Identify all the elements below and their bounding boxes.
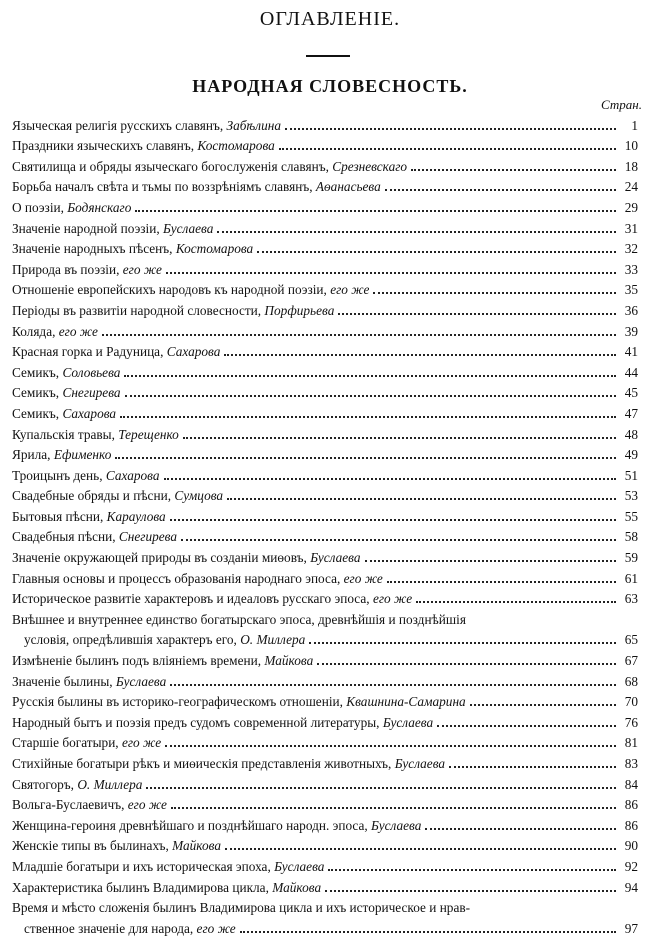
entry-page-number: 44: [624, 364, 638, 380]
leader-dots: [411, 169, 616, 171]
entry-author: его же: [330, 282, 370, 298]
entry-author: Буслаева: [371, 817, 422, 833]
toc-entry: [12, 134, 638, 155]
entry-title: Красная горка и Радуница, Сахарова: [12, 344, 221, 360]
entry-title: Значеніе окружающей природы въ созданіи миѳовъ, Буслаева: [12, 550, 361, 566]
entry-title: Купальскія травы, Терещенко: [12, 426, 179, 442]
entry-page-number: 33: [624, 261, 638, 277]
entry-page-number: 51: [624, 467, 638, 483]
entry-page-number: 1: [631, 117, 638, 133]
toc-entry: [12, 854, 638, 875]
leader-dots: [470, 704, 616, 706]
entry-page-number: 94: [624, 879, 638, 895]
leader-dots: [124, 375, 616, 377]
entry-title: Троицынъ день, Сахарова: [12, 467, 160, 483]
toc-entry: [12, 875, 638, 896]
entry-author: Порфирьева: [264, 302, 335, 318]
leader-dots: [165, 745, 616, 747]
toc-entry: [12, 813, 638, 834]
entry-title: Младшіе богатыри и ихъ историческая эпоха, Буслаева: [12, 858, 325, 874]
entry-title: Историческое развитіе характеровъ и идеаловъ русскаго эпоса, его же: [12, 591, 413, 607]
entry-author: Буслаева: [274, 858, 325, 874]
leader-dots: [225, 848, 616, 850]
entry-author: Забѣлина: [226, 117, 281, 133]
toc-entry: [12, 484, 638, 505]
leader-dots: [437, 725, 616, 727]
toc-entry: [12, 545, 638, 566]
entry-author: его же: [127, 797, 167, 813]
entry-title: Старшіе богатыри, его же: [12, 735, 162, 751]
entry-title-continuation: ственное значеніе для народа, его же: [24, 920, 236, 936]
entry-page-number: 68: [624, 673, 638, 689]
entry-page-number: 49: [624, 447, 638, 463]
leader-dots: [171, 807, 616, 809]
leader-dots: [338, 313, 616, 315]
toc-entry: [12, 195, 638, 216]
entry-page-number: 36: [624, 302, 638, 318]
entry-title: Вольга-Буслаевичъ, его же: [12, 797, 167, 813]
toc-entry: [12, 401, 638, 422]
entry-author: Терещенко: [118, 426, 179, 442]
entry-title: Праздники языческихъ славянъ, Костомарова: [12, 138, 275, 154]
toc-entry: [12, 443, 638, 464]
toc-entry: [12, 690, 638, 711]
entry-page-number: 83: [624, 756, 638, 771]
toc-entry: [12, 298, 638, 319]
entry-title: Женскіе типы въ былинахъ, Майкова: [12, 838, 222, 854]
entry-title-continuation: условія, опредѣлившія характеръ его, О. Миллера: [24, 632, 306, 648]
entry-page-number: 76: [624, 714, 638, 730]
toc-entry: [12, 237, 638, 258]
toc-entry: [12, 381, 638, 402]
entry-title: Коляда, его же: [12, 323, 98, 339]
entry-title: Народный бытъ и поэзія предъ судомъ современной литературы, Буслаева: [12, 714, 434, 730]
entry-page-number: 35: [624, 282, 638, 298]
entry-title: Главныя основы и процессъ образованія народнаго эпоса, его же: [12, 570, 383, 586]
entry-author: Ефименко: [53, 447, 112, 463]
leader-dots: [385, 189, 616, 191]
leader-dots: [115, 457, 616, 459]
entry-page-number: 65: [624, 632, 638, 648]
leader-dots: [373, 292, 616, 294]
toc-entry: [12, 504, 638, 525]
entry-title: Женщина-героиня древнѣйшаго и позднѣйшаго народн. эпоса, Буслаева: [12, 817, 422, 833]
entry-author: Срезневскаго: [332, 158, 408, 174]
entry-title: Свадебные обряды и пѣсни, Сумцова: [12, 488, 224, 504]
toc-entry: [12, 525, 638, 546]
leader-dots: [146, 787, 616, 789]
toc-entry: [12, 154, 638, 175]
entry-title: Семикъ, Соловьева: [12, 364, 121, 380]
toc-entry: [12, 257, 638, 278]
entry-author: Костомарова: [175, 241, 254, 257]
toc-entry: [12, 113, 638, 134]
entry-title: Измѣненіе былинъ подъ вліяніемъ времени, Майкова: [12, 653, 314, 669]
entry-title: Бытовыя пѣсни, Караулова: [12, 508, 166, 524]
leader-dots: [135, 210, 616, 212]
leader-dots: [240, 931, 616, 933]
leader-dots: [183, 437, 616, 439]
table-of-contents: [12, 113, 638, 937]
entry-title: Значеніе былины, Буслаева: [12, 673, 167, 689]
entry-page-number: 10: [624, 138, 638, 154]
entry-author: Буслаева: [310, 550, 361, 566]
entry-author: Снегирева: [118, 529, 178, 545]
entry-page-number: 81: [624, 735, 638, 751]
entry-page-number: 90: [624, 838, 638, 854]
section-heading: НАРОДНАЯ СЛОВЕСНОСТЬ.: [192, 76, 468, 96]
leader-dots: [328, 869, 616, 871]
toc-entry: [12, 360, 638, 381]
entry-title: Русскія былины въ историко-географическомъ отношеніи, Квашнина-Самарина: [12, 694, 466, 710]
toc-entry: [12, 587, 638, 608]
entry-title: Языческая религія русскихъ славянъ, Забѣлина: [12, 117, 281, 133]
entry-page-number: 63: [624, 591, 638, 607]
page-title: ОГЛАВЛЕНІЕ.: [259, 8, 401, 30]
entry-title: Характеристика былинъ Владимирова цикла, Майкова: [12, 879, 322, 895]
entry-author: его же: [372, 591, 413, 607]
leader-dots: [279, 148, 616, 150]
entry-author: Бодянскаго: [67, 199, 132, 215]
toc-entry: [12, 278, 638, 299]
entry-author: Майкова: [264, 653, 314, 669]
entry-author: Снегирева: [62, 385, 121, 401]
entry-author: Буслаева: [163, 220, 214, 236]
entry-title: Святилища и обряды языческаго богослуженія славянъ, Срезневскаго: [12, 158, 408, 174]
entry-page-number: 61: [624, 570, 638, 586]
entry-page-number: 58: [624, 529, 638, 545]
entry-title: О поэзіи, Бодянскаго: [12, 199, 132, 215]
entry-page-number: 47: [624, 405, 638, 421]
entry-page-number: 67: [624, 653, 638, 669]
toc-entry: [12, 216, 638, 237]
entry-title: Значеніе народныхъ пѣсенъ, Костомарова: [12, 241, 254, 257]
entry-title: Время и мѣсто сложенія былинъ Владимирова цикла и ихъ историческое и нрав-: [12, 900, 471, 916]
toc-entry-continuation: [12, 916, 638, 937]
entry-author: Соловьева: [62, 364, 121, 380]
entry-title: Внѣшнее и внутреннее единство богатырскаго эпоса, древнѣйшія и позднѣйшія: [12, 611, 466, 627]
entry-title: Ярила, Ефименко: [12, 447, 112, 463]
entry-author: Буслаева: [115, 673, 167, 689]
entry-author: Буслаева: [394, 756, 446, 771]
entry-page-number: 39: [624, 323, 638, 339]
toc-entry: [12, 751, 638, 772]
leader-dots: [102, 334, 616, 336]
leader-dots: [425, 828, 616, 830]
leader-dots: [416, 601, 616, 603]
entry-author: Сахарова: [62, 405, 117, 421]
leader-dots: [365, 560, 616, 562]
entry-author: Сахарова: [105, 467, 160, 483]
toc-entry: [12, 463, 638, 484]
toc-entry: [12, 607, 638, 628]
toc-entry: [12, 669, 638, 690]
entry-title: Семикъ, Сахарова: [12, 405, 117, 421]
leader-dots: [257, 251, 616, 253]
entry-title: Періоды въ развитіи народной словесности, Порфирьева: [12, 302, 335, 318]
entry-title: Борьба началъ свѣта и тьмы по воззрѣніямъ славянъ, Аѳанасьева: [12, 179, 381, 195]
entry-page-number: 45: [624, 385, 638, 401]
toc-entry-continuation: [12, 628, 638, 649]
entry-author: Майкова: [172, 838, 222, 854]
toc-entry: [12, 648, 638, 669]
entry-page-number: 86: [624, 817, 638, 833]
toc-entry: [12, 319, 638, 340]
entry-author: Сумцова: [174, 488, 224, 504]
toc-entry: [12, 834, 638, 855]
toc-entry: [12, 710, 638, 731]
entry-author: Буслаева: [382, 714, 434, 730]
leader-dots: [317, 663, 616, 665]
leader-dots: [224, 354, 616, 356]
entry-author: его же: [343, 570, 383, 586]
leader-dots: [449, 766, 616, 768]
leader-dots: [166, 272, 616, 274]
leader-dots: [125, 395, 616, 397]
entry-title: Отношеніе европейскихъ народовъ къ народной поэзіи, его же: [12, 282, 370, 298]
leader-dots: [387, 581, 616, 583]
leader-dots: [170, 684, 616, 686]
entry-page-number: 18: [624, 158, 638, 174]
leader-dots: [120, 416, 616, 418]
entry-title: Природа въ поэзіи, его же: [12, 261, 162, 277]
leader-dots: [217, 231, 616, 233]
entry-page-number: 59: [624, 550, 638, 566]
entry-page-number: 41: [624, 344, 638, 360]
entry-page-number: 70: [624, 694, 638, 710]
entry-page-number: 31: [624, 220, 638, 236]
entry-author: его же: [121, 735, 162, 751]
entry-author: О. Миллера: [77, 776, 143, 792]
entry-title: Семикъ, Снегирева: [12, 385, 121, 401]
leader-dots: [285, 128, 616, 130]
toc-entry: [12, 422, 638, 443]
entry-page-number: 97: [624, 920, 638, 936]
leader-dots: [325, 890, 616, 892]
toc-entry: [12, 566, 638, 587]
entry-author: Караулова: [106, 508, 166, 524]
page-column-label: Стран.: [601, 97, 642, 112]
entry-author: О. Миллера: [240, 632, 306, 648]
entry-page-number: 48: [624, 426, 638, 442]
leader-dots: [170, 519, 616, 521]
entry-page-number: 32: [624, 241, 638, 257]
entry-author: Аѳанасьева: [315, 179, 381, 195]
entry-page-number: 84: [624, 776, 638, 792]
entry-page-number: 55: [624, 508, 638, 524]
toc-entry: [12, 772, 638, 793]
title-divider: [306, 55, 350, 57]
leader-dots: [227, 498, 616, 500]
toc-entry: [12, 731, 638, 752]
leader-dots: [309, 642, 616, 644]
entry-author: его же: [122, 261, 162, 277]
toc-entry: [12, 793, 638, 814]
entry-page-number: 24: [624, 179, 638, 195]
toc-entry: [12, 340, 638, 361]
entry-author: его же: [196, 920, 236, 936]
entry-title: Значеніе народной поэзіи, Буслаева: [12, 220, 214, 236]
entry-author: Сахарова: [166, 344, 221, 360]
entry-page-number: 29: [624, 199, 638, 215]
entry-page-number: 92: [624, 858, 638, 874]
entry-title: Свадебныя пѣсни, Снегирева: [12, 529, 178, 545]
entry-title: Святогоръ, О. Миллера: [12, 776, 143, 792]
entry-author: его же: [58, 323, 98, 339]
entry-title: Стихійные богатыри рѣкъ и миѳическія представленія животныхъ, Буслаева: [12, 756, 446, 771]
entry-page-number: 86: [624, 797, 638, 813]
entry-author: Майкова: [272, 879, 322, 895]
toc-entry: [12, 175, 638, 196]
entry-author: Костомарова: [197, 138, 275, 154]
entry-author: Квашнина-Самарина: [346, 694, 466, 710]
toc-entry: [12, 896, 638, 917]
leader-dots: [164, 478, 616, 480]
entry-page-number: 53: [624, 488, 638, 504]
leader-dots: [181, 539, 616, 541]
